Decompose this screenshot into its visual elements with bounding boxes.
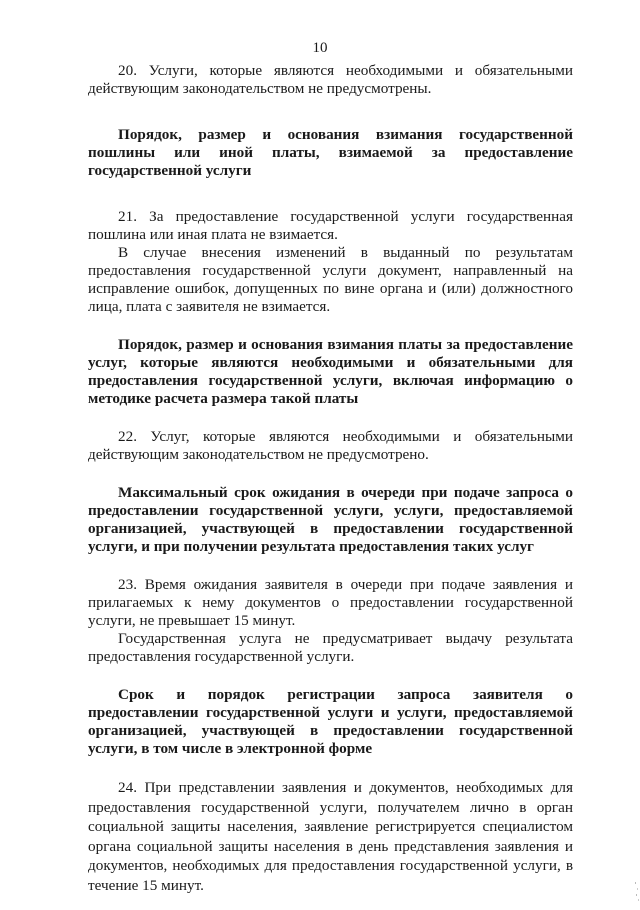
paragraph-23-result: Государственная услуга не предусматривает выдачу результата предоставления государственной услуги. <box>88 630 573 665</box>
heading-state-fee: Порядок, размер и основания взимания государственной пошлины или иной платы, взимаемой за предоставление государственной услуги <box>88 126 573 179</box>
heading-fee-for-services: Порядок, размер и основания взимания платы за предоставление услуг, которые являются необходимыми и обязательными для предоставления государственной услуги, включая информацию о методике расчета размера такой платы <box>88 336 573 407</box>
heading-request-registration: Срок и порядок регистрации запроса заявителя о предоставлении государственной услуги и услуги, предоставляемой организацией, участвующей в предоставлении государственной услуги, в том числе в электронной форме <box>88 686 573 757</box>
paragraph-22: 22. Услуг, которые являются необходимыми и обязательными действующим законодательством не предусмотрено. <box>88 428 573 463</box>
paragraph-24: 24. При представлении заявления и документов, необходимых для предоставления государственной услуги, получателем лично в орган социальной защиты населения, заявление регистрируется специалистом органа социальной защиты населения в день представления заявления и документов, необходимых для предоставления государственной услуги, в течение 15 минут. <box>88 779 573 894</box>
paragraph-20: 20. Услуги, которые являются необходимыми и обязательными действующим законодательством не предусмотрены. <box>88 62 573 97</box>
paragraph-23: 23. Время ожидания заявителя в очереди при подаче заявления и прилагаемых к нему документов о предоставлении государственной услуги, не превышает 15 минут. <box>88 576 573 629</box>
document-body <box>88 62 573 895</box>
paragraph-21: 21. За предоставление государственной услуги государственная пошлина или иная плата не взимается. <box>88 208 573 243</box>
scan-noise-icon <box>630 880 640 905</box>
heading-queue-waiting-time: Максимальный срок ожидания в очереди при подаче запроса о предоставлении государственной услуги, услуги, предоставляемой организацией, участвующей в предоставлении государственной услуги, и при получении результата предоставления таких услуг <box>88 484 573 555</box>
scan-edge-artifact <box>630 880 640 905</box>
paragraph-21-amendment: В случае внесения изменений в выданный по результатам предоставления государственной услуги документ, направленный на исправление ошибок, допущенных по вине органа и (или) должностного лица, плата с заявителя не взимается. <box>88 244 573 315</box>
page-number: 10 <box>312 40 328 56</box>
